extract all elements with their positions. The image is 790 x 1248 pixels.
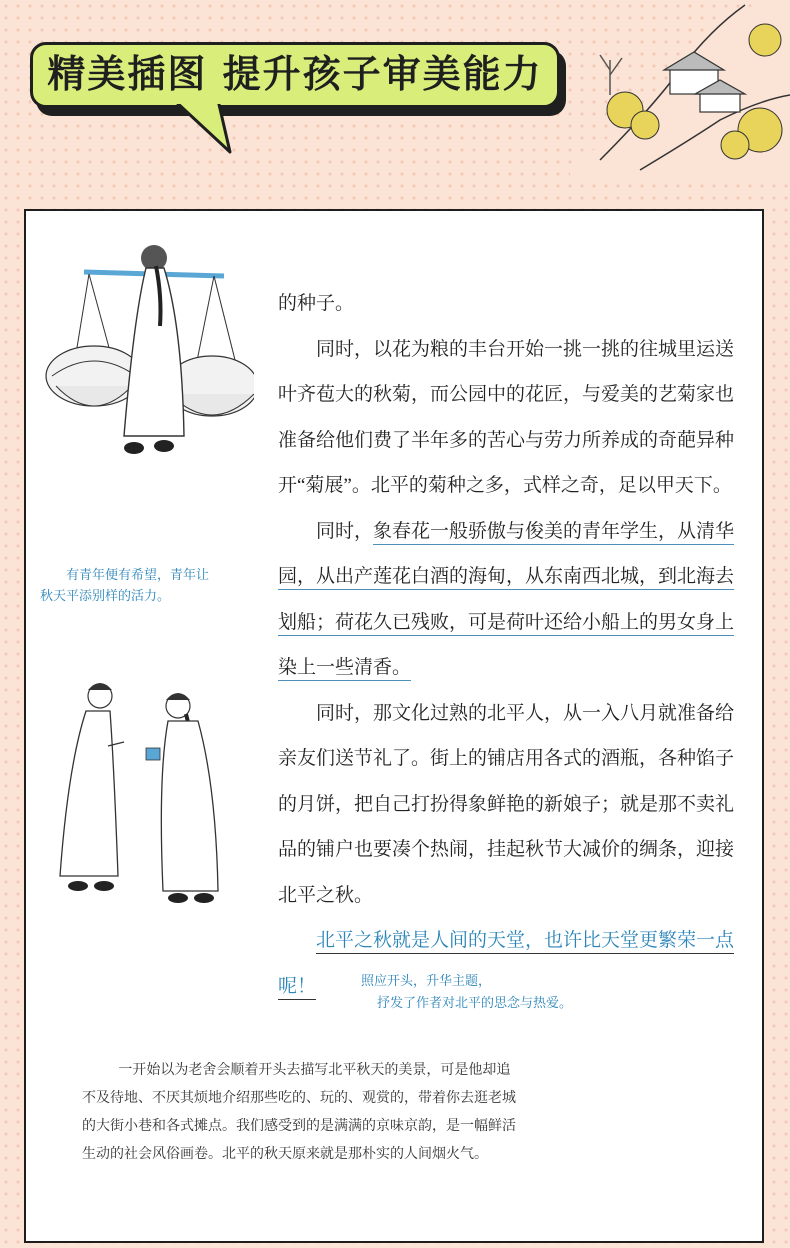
speech-tail-icon: [170, 98, 250, 158]
article-text: [278, 281, 752, 1009]
summary-text: [82, 1056, 522, 1168]
side-annotation-line: 有青年便有希望，青年让: [66, 568, 210, 583]
two-men-greeting-illustration: [38, 676, 248, 926]
paragraph: 同时，那文化过熟的北平人，从一入八月就准备给亲友们送节礼了。街上的铺店用各式的酒瓶，各种馅子的月饼，把自己打扮得象鲜艳的新娘子；就是那不卖礼品的铺户也要凑个热闹，挂起秋节大减价的绸条，迎接北平之秋。: [278, 702, 735, 906]
side-annotation-line: 秋天平添别样的活力。: [40, 589, 171, 604]
underlined-passage: 象春花一般骄傲与俊美的青年学生，从清华园，从出产莲花白酒的海甸，从东南西北城，到北海去划船；荷花久已残败，可是荷叶还给小船上的男女身上染上一些清香。: [278, 521, 734, 682]
paragraph: 同时，以花为粮的丰台开始一挑一挑的往城里运送叶齐苞大的秋菊，而公园中的花匠，与爱美的艺菊家也准备给他们费了半年多的苦心与劳力所养成的奇葩异种开“菊展”。北平的菊种之多，式样之奇，足以甲天下。: [278, 338, 735, 496]
end-annotation-line: 抒发了作者对北平的思念与热爱。: [377, 996, 573, 1011]
header-banner: [30, 42, 570, 120]
end-annotation-line: 照应开头，升华主题，: [361, 974, 492, 989]
paragraph-prefix: 同时，: [316, 520, 374, 542]
page-title: 精美插图 提升孩子审美能力: [47, 52, 543, 96]
highlighted-conclusion: 北平之秋就是人间的天堂，也许比天堂更繁荣一点呢！: [278, 930, 734, 1000]
summary-paragraph: 一开始以为老舍会顺着开头去描写北平秋天的美景，可是他却追不及待地、不厌其烦地介绍那些吃的、玩的、观赏的，带着你去逛老城的大街小巷和各式摊点。我们感受到的是满满的京味京韵，是一幅鲜活生动的社会风俗画卷。北平的秋天原来就是那朴实的人间烟火气。: [82, 1062, 516, 1162]
content-panel: [24, 209, 764, 1243]
end-annotation: [361, 971, 661, 1015]
paragraph: 的种子。: [278, 293, 355, 314]
paragraph: [278, 509, 752, 691]
flower-vendor-illustration: [34, 236, 254, 486]
village-scenery-illustration: [570, 0, 790, 180]
side-annotation: [40, 565, 260, 607]
